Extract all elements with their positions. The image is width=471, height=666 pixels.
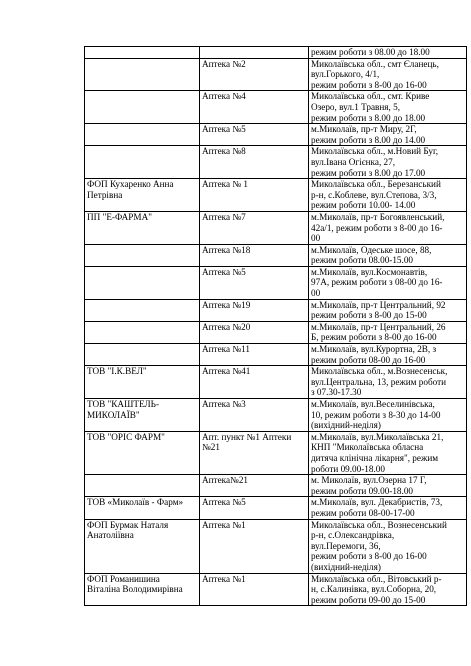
cell-text-line: м.Миколаїв, пр-т Центральний, 26 [311, 321, 446, 332]
cell-text-line: Аптека №3 [202, 399, 246, 409]
cell-text-line: м.Миколаїв, пр-т Центральний, 92 [311, 299, 446, 310]
cell-text-line: Миколаївська обл., Березанський [311, 179, 441, 190]
cell-text-line: м.Миколаїв, вул.Курортна, 2В, з [311, 344, 437, 355]
pharmacy-cell [200, 399, 309, 432]
pharmacy-cell [200, 299, 309, 321]
owner-cell [85, 124, 200, 146]
cell-text-line: м.Миколаїв, пр-т Богоявленський, [311, 211, 445, 222]
address-cell [309, 244, 467, 266]
cell-text-line: КНП "Миколаївська обласна [311, 442, 424, 453]
cell-text-line: режим роботи з 8-00 до 16-00 [311, 551, 427, 562]
address-cell [309, 266, 467, 299]
cell-text-line: (вихідний-неділя) [311, 561, 381, 572]
owner-cell [85, 475, 200, 497]
cell-text-line: ФОП Романишина [87, 573, 160, 584]
cell-text-line: ТОВ «Миколаїв - Фарм» [87, 497, 184, 508]
cell-text-line: 00 [311, 288, 321, 299]
cell-text-line: р-н, с.Коблеве, вул.Степова, 3/3, [311, 189, 437, 200]
cell-text-line: режим роботи 09-00 до 15-00 [311, 594, 426, 605]
cell-text-line: режим роботи з 08.00 до 18.00 [311, 47, 430, 57]
cell-text-line: МИКОЛАЇВ" [87, 409, 140, 420]
cell-text-line: Аптека №20 [202, 321, 251, 332]
cell-text-line: Аптека № 1 [202, 179, 249, 190]
owner-cell [85, 58, 200, 91]
cell-text-line: Миколаївська обл., м.Вознесенськ, [311, 366, 448, 377]
cell-text-line: 00 [311, 233, 321, 244]
cell-text-line: 97А, режим роботи з 08-00 до 16- [311, 277, 443, 288]
cell-text-line: Аптека №5 [202, 124, 246, 135]
table-row [85, 431, 467, 474]
cell-text-line: вул.Горького, 4/1, [311, 69, 380, 80]
owner-cell [85, 573, 200, 606]
cell-text-line: 10, режим роботи з 8-30 до 14-00 [311, 409, 441, 420]
cell-text-line: Аптека №2 [202, 58, 246, 69]
address-cell [309, 47, 467, 59]
address-cell [309, 431, 467, 474]
owner-cell [85, 519, 200, 573]
cell-text-line: м.Миколаїв, вул.Миколаївська 21, [311, 431, 444, 442]
cell-text-line: Анатоліївна [87, 530, 134, 541]
pharmacy-cell [200, 573, 309, 606]
owner-cell [85, 244, 200, 266]
table-row [85, 179, 467, 212]
cell-text-line: режим роботи 08-00-17-00 [311, 507, 415, 518]
cell-text-line: режим роботи 10.00- 14.00 [311, 200, 416, 211]
cell-text-line: ФОП Кухаренко Анна [87, 179, 174, 190]
pharmacy-cell [200, 47, 309, 59]
table-row [85, 475, 467, 497]
pharmacy-table-body [85, 47, 467, 606]
table-row [85, 266, 467, 299]
cell-text-line: Миколаївська обл., смт. Криве [311, 91, 430, 102]
owner-cell [85, 431, 200, 474]
address-cell [309, 475, 467, 497]
cell-text-line: режим роботи 08-00 до 16-00 [311, 354, 426, 365]
cell-text-line: дитяча клінічна лікарня", режим [311, 452, 439, 463]
pharmacy-cell [200, 211, 309, 244]
pharmacy-cell [200, 344, 309, 366]
table-row [85, 124, 467, 146]
cell-text-line: вул.Івана Огієнка, 27, [311, 156, 396, 167]
pharmacy-cell [200, 146, 309, 179]
cell-text-line: Аптека №5 [202, 497, 246, 508]
cell-text-line: ПП "Е-ФАРМА" [87, 211, 152, 222]
cell-text-line: Аптека №1 [202, 573, 246, 584]
table-row [85, 321, 467, 343]
cell-text-line: ТОВ "І.К.ВЕЛ" [87, 366, 147, 377]
cell-text-line: м.Миколаїв, Одеське шосе, 88, [311, 244, 432, 255]
cell-text-line: режим роботи з 8-00 до 16-00 [311, 79, 427, 90]
pharmacy-cell [200, 475, 309, 497]
cell-text-line: Аптека№21 [202, 475, 249, 486]
owner-cell [85, 366, 200, 399]
pharmacy-table [84, 46, 467, 606]
table-row [85, 573, 467, 606]
pharmacy-cell [200, 519, 309, 573]
cell-text-line: режим роботи 09.00-18.00 [311, 485, 414, 496]
cell-text-line: Віталіна Володимирівна [87, 584, 183, 595]
table-row [85, 519, 467, 573]
cell-text-line: Миколаївська обл., Вознесенський [311, 519, 447, 530]
pharmacy-cell [200, 266, 309, 299]
pharmacy-cell [200, 497, 309, 519]
pharmacy-cell [200, 124, 309, 146]
address-cell [309, 91, 467, 124]
pharmacy-cell [200, 321, 309, 343]
cell-text-line: Аптека №41 [202, 366, 251, 377]
table-row [85, 366, 467, 399]
address-cell [309, 519, 467, 573]
owner-cell [85, 91, 200, 124]
address-cell [309, 366, 467, 399]
cell-text-line: режим роботи з 8.00 до 18.00 [311, 112, 426, 123]
cell-text-line: Аптека №8 [202, 146, 246, 157]
table-row [85, 146, 467, 179]
address-cell [309, 299, 467, 321]
cell-text-line: Аптека №19 [202, 299, 251, 310]
cell-text-line: м.Миколаїв, вул.Веселинівська, [311, 399, 435, 409]
cell-text-line: режим роботи 08.00-15.00 [311, 255, 414, 266]
cell-text-line: н, с.Калинівка, вул.Соборна, 20, [311, 584, 437, 595]
owner-cell [85, 299, 200, 321]
address-cell [309, 124, 467, 146]
cell-text-line: Апт. пункт №1 Аптеки [202, 431, 292, 442]
table-row [85, 47, 467, 59]
table-row [85, 211, 467, 244]
owner-cell [85, 399, 200, 432]
pharmacy-cell [200, 244, 309, 266]
address-cell [309, 179, 467, 212]
cell-text-line: роботи 09.00-18.00 [311, 463, 385, 474]
owner-cell [85, 47, 200, 59]
cell-text-line: Аптека №1 [202, 519, 246, 530]
cell-text-line: режим роботи з 8.00 до 14.00 [311, 134, 426, 145]
address-cell [309, 321, 467, 343]
cell-text-line: ТОВ "КАШТЕЛЬ- [87, 399, 160, 409]
owner-cell [85, 146, 200, 179]
table-row [85, 399, 467, 432]
owner-cell [85, 344, 200, 366]
table-row [85, 91, 467, 124]
cell-text-line: м. Миколаїв, вул.Озерна 17 Г, [311, 475, 427, 486]
cell-text-line: Аптека №7 [202, 211, 246, 222]
address-cell [309, 344, 467, 366]
table-row [85, 344, 467, 366]
owner-cell [85, 266, 200, 299]
cell-text-line: Петрівна [87, 189, 123, 200]
cell-text-line: 42а/1, режим роботи з 8-00 до 16- [311, 222, 443, 233]
owner-cell [85, 211, 200, 244]
cell-text-line: м.Миколаїв, пр-т Миру, 2Г, [311, 124, 417, 135]
cell-text-line: вул.Центральна, 13, режим роботи [311, 376, 447, 387]
pharmacy-cell [200, 431, 309, 474]
cell-text-line: ФОП Бурмак Наталя [87, 519, 169, 530]
owner-cell [85, 179, 200, 212]
pharmacy-cell [200, 366, 309, 399]
cell-text-line: режим роботи з 8.00 до 17.00 [311, 167, 426, 178]
cell-text-line: Миколаївська обл., м.Новий Буг, [311, 146, 439, 157]
table-row [85, 299, 467, 321]
cell-text-line: режим роботи з 8-00 до 15-00 [311, 310, 427, 321]
cell-text-line: р-н, с.Олександрівка, [311, 530, 395, 541]
table-row [85, 58, 467, 91]
pharmacy-cell [200, 179, 309, 212]
table-row [85, 497, 467, 519]
cell-text-line: №21 [202, 442, 220, 453]
address-cell [309, 399, 467, 432]
cell-text-line: ТОВ "ОРІС ФАРМ" [87, 431, 165, 442]
pharmacy-cell [200, 91, 309, 124]
table-row [85, 244, 467, 266]
pharmacy-cell [200, 58, 309, 91]
cell-text-line: Аптека №4 [202, 91, 246, 102]
cell-text-line: Аптека №11 [202, 344, 250, 355]
cell-text-line: м.Миколаїв, вул.Космонавтів, [311, 266, 428, 277]
cell-text-line: Миколаївська обл., смт Єланець, [311, 58, 439, 69]
cell-text-line: Б, режим роботи з 8-00 до 16-00 [311, 332, 437, 343]
cell-text-line: (вихідний-неділя) [311, 420, 381, 431]
address-cell [309, 497, 467, 519]
cell-text-line: з 07.30-17.30 [311, 387, 362, 398]
address-cell [309, 146, 467, 179]
address-cell [309, 58, 467, 91]
cell-text-line: Озеро, вул.1 Травня, 5, [311, 101, 401, 112]
cell-text-line: Аптека №18 [202, 244, 251, 255]
address-cell [309, 211, 467, 244]
cell-text-line: м.Миколаїв, вул. Декабристів, 73, [311, 497, 443, 508]
cell-text-line: Аптека №5 [202, 266, 246, 277]
owner-cell [85, 497, 200, 519]
cell-text-line: Миколаївська обл., Вітовський р- [311, 573, 442, 584]
address-cell [309, 573, 467, 606]
cell-text-line: вул.Перемоги, 36, [311, 540, 381, 551]
owner-cell [85, 321, 200, 343]
